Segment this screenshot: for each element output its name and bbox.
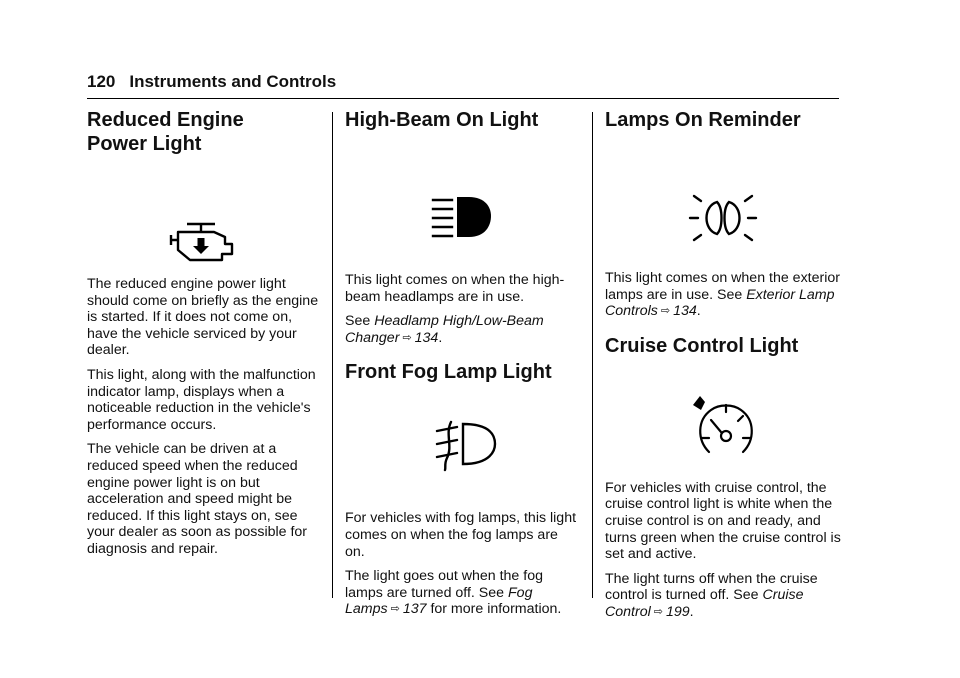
cruise-control-icon	[605, 358, 841, 472]
fog-lamp-icon	[345, 384, 581, 496]
link-headlamp-changer[interactable]: Headlamp High/Low-Beam Changer	[345, 313, 544, 346]
paragraph: This light, along with the malfunction indicator lamp, displays when a noticeable reduction in the vehicle's performance occurs.	[87, 366, 316, 433]
arrow-icon: ⇨	[660, 305, 671, 318]
section-title: Instruments and Controls	[129, 72, 337, 91]
reduced-engine-power-icon	[87, 156, 323, 276]
arrow-icon: ⇨	[402, 331, 412, 344]
column-high-beam-fog	[345, 108, 581, 626]
page-number: 120	[87, 72, 116, 91]
page-ref[interactable]: 134	[673, 303, 697, 320]
paragraph: The reduced engine power light should come on briefly as the engine is started. If it does not come on, have the vehicle serviced by your dealer.	[87, 276, 319, 359]
header-rule	[87, 98, 839, 99]
heading-cruise-control: Cruise Control Light	[605, 334, 799, 357]
heading-lamps-on: Lamps On Reminder	[605, 109, 801, 131]
column-divider	[332, 112, 333, 598]
paragraph-ref: The light turns off when the cruise control is turned off. See Cruise Control ⇨ 199.	[605, 570, 818, 620]
lamps-on-icon	[605, 132, 841, 248]
page-ref[interactable]: 134	[414, 329, 439, 346]
paragraph: For vehicles with fog lamps, this light comes on when the fog lamps are on.	[345, 510, 577, 560]
arrow-icon: ⇨	[390, 603, 400, 616]
paragraph-ref: See Headlamp High/Low-Beam Changer ⇨ 134.	[345, 313, 544, 346]
column-divider	[592, 112, 593, 598]
heading-front-fog: Front Fog Lamp Light	[345, 361, 552, 384]
heading-high-beam: High-Beam On Light	[345, 109, 539, 131]
link-exterior-lamp-controls[interactable]: Exterior Lamp Controls	[605, 286, 835, 320]
arrow-icon: ⇨	[653, 605, 663, 618]
page-header	[87, 72, 336, 92]
paragraph-ref: This light comes on when the exterior lamps are in use. See Exterior Lamp Controls ⇨ 134.	[605, 270, 840, 320]
column-reduced-engine-power	[87, 108, 323, 566]
page-ref[interactable]: 137	[402, 601, 427, 618]
link-fog-lamps[interactable]: Fog Lamps	[345, 584, 533, 618]
paragraph: This light comes on when the high-beam headlamps are in use.	[345, 272, 565, 305]
link-cruise-control[interactable]: Cruise Control	[605, 587, 804, 620]
paragraph: The vehicle can be driven at a reduced speed when the reduced engine power light is on but acceleration and speed might be reduced. If this light stays on, see your dealer as soon as possible for diagnosis and repair.	[87, 441, 308, 557]
paragraph: For vehicles with cruise control, the cruise control light is white when the cruise control is on and ready, and turns green when the cruise control is set and active.	[605, 479, 841, 563]
high-beam-icon	[345, 132, 581, 248]
heading-reduced-engine-power: Reduced Engine Power Light	[87, 109, 244, 155]
column-lamps-cruise	[605, 108, 841, 629]
page-ref[interactable]: 199	[665, 603, 690, 620]
paragraph-ref: The light goes out when the fog lamps are turned off. See Fog Lamps ⇨ 137 for more information.	[345, 568, 562, 618]
